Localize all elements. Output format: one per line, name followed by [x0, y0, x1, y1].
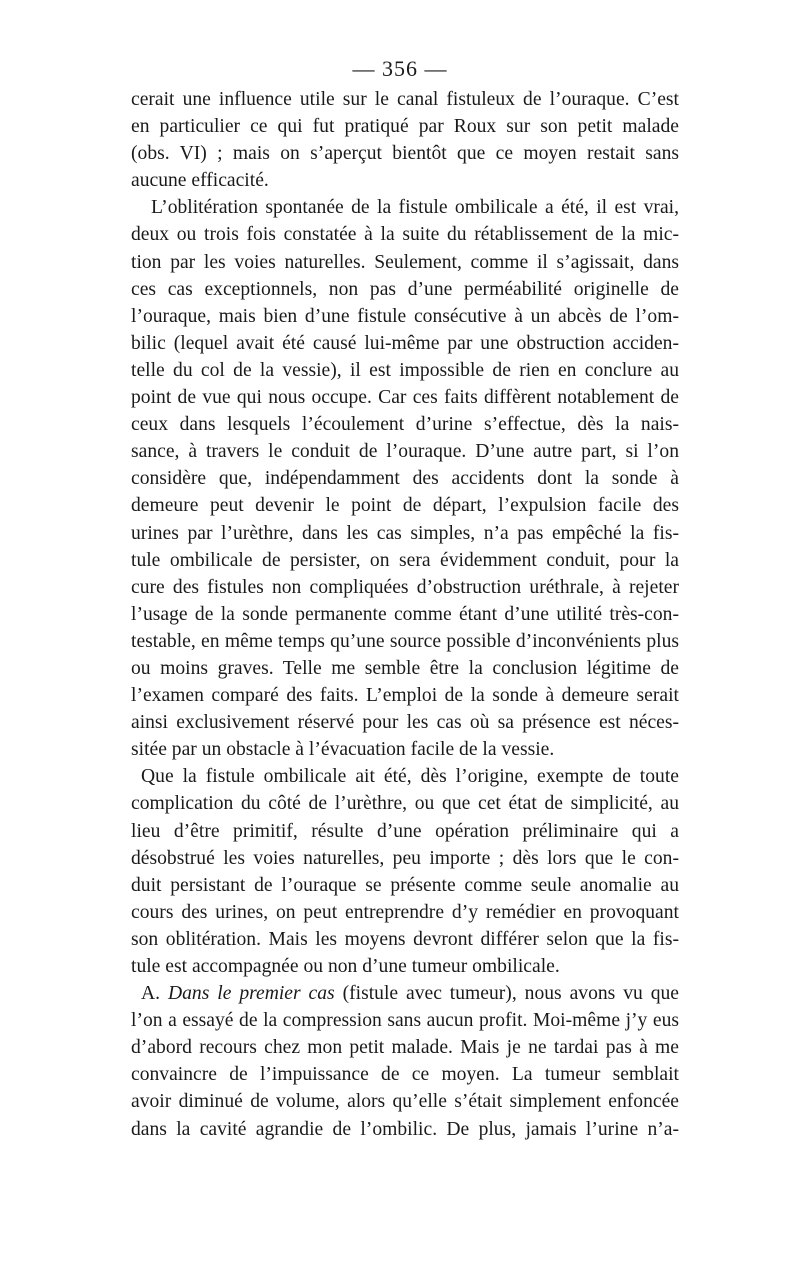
body-text [131, 86, 679, 1143]
text-line: deux ou trois fois constatée à la suite du rétablissement de la mic- [131, 224, 679, 246]
text-line: sitée par un obstacle à l’évacuation facile de la vessie. [131, 739, 555, 761]
text-line: sance, à travers le conduit de l’ouraque. D’une autre part, si l’on [131, 441, 679, 463]
text-fragment: (fistule avec tumeur), nous avons vu que [342, 983, 679, 1005]
text-line: tule ombilicale de persister, on sera évidemment conduit, pour la [131, 549, 679, 571]
text-line: telle du col de la vessie), il est impossible de rien en conclure au [131, 359, 679, 381]
text-line [131, 980, 679, 1007]
text-line: lieu d’être primitif, résulte d’une opération préliminaire qui a [131, 820, 679, 842]
text-line: duit persistant de l’ouraque se présente comme seule anomalie au [131, 874, 679, 896]
text-line: complication du côté de l’urèthre, ou que cet état de simplicité, au [131, 793, 679, 815]
text-line: ceux dans lesquels l’écoulement d’urine s’effectue, dès la nais- [131, 414, 679, 436]
text-line: testable, en même temps qu’une source possible d’inconvénients plus [131, 630, 679, 652]
text-line: son oblitération. Mais les moyens devront différer selon que la fis- [131, 928, 679, 950]
text-line: l’usage de la sonde permanente comme étant d’une utilité très-con- [131, 603, 679, 625]
text-line: L’oblitération spontanée de la fistule ombilicale a été, il est vrai, [151, 197, 679, 219]
text-line: aucune efficacité. [131, 170, 269, 192]
paragraph-4 [131, 980, 679, 1143]
section-heading: Dans le premier cas [167, 983, 335, 1005]
text-line: demeure peut devenir le point de départ, l’expulsion facile des [131, 495, 679, 517]
text-line: l’ouraque, mais bien d’une fistule consécutive à un abcès de l’om- [131, 305, 679, 327]
text-line: ces cas exceptionnels, non pas d’une perméabilité originelle de [131, 278, 679, 300]
paragraph-1 [131, 86, 679, 194]
text-line: tule est accompagnée ou non d’une tumeur ombilicale. [131, 956, 560, 977]
text-line: point de vue qui nous occupe. Car ces faits diffèrent notablement de [131, 387, 679, 409]
text-line: urines par l’urèthre, dans les cas simples, n’a pas empêché la fis- [131, 522, 679, 544]
text-line: désobstrué les voies naturelles, peu importe ; dès lors que le con- [131, 847, 679, 869]
text-line: considère que, indépendamment des accidents dont la sonde à [131, 468, 679, 490]
text-line: l’on a essayé de la compression sans aucun profit. Moi-même j’y eus [131, 1010, 679, 1032]
page-number: — 356 — [352, 56, 448, 81]
text-line: tion par les voies naturelles. Seulement, comme il s’agissait, dans [131, 251, 679, 273]
section-letter: A. [141, 983, 161, 1005]
text-line: cours des urines, on peut entreprendre d’y remédier en provoquant [131, 901, 679, 923]
paragraph-2 [131, 194, 679, 763]
text-line: en particulier ce qui fut pratiqué par Roux sur son petit malade [131, 116, 679, 138]
text-line: Que la fistule ombilicale ait été, dès l’origine, exempte de toute [141, 766, 679, 788]
text-line: ou moins graves. Telle me semble être la conclusion légitime de [131, 657, 679, 679]
text-line: avoir diminué de volume, alors qu’elle s’était simplement enfoncée [131, 1091, 679, 1113]
text-line: cure des fistules non compliquées d’obstruction uréthrale, à rejeter [131, 576, 679, 598]
text-line: ainsi exclusivement réservé pour les cas où sa présence est néces- [131, 712, 679, 734]
text-line: (obs. VI) ; mais on s’aperçut bientôt que ce moyen restait sans [131, 143, 679, 165]
text-line: cerait une influence utile sur le canal fistuleux de l’ouraque. C’est [131, 89, 679, 110]
paragraph-3 [131, 763, 679, 980]
text-line: bilic (lequel avait été causé lui-même par une obstruction acciden- [131, 332, 679, 354]
text-line: convaincre de l’impuissance de ce moyen. La tumeur semblait [131, 1064, 679, 1086]
text-line: d’abord recours chez mon petit malade. Mais je ne tardai pas à me [131, 1037, 679, 1059]
text-line: dans la cavité agrandie de l’ombilic. De plus, jamais l’urine n’a- [131, 1118, 679, 1140]
text-line: l’examen comparé des faits. L’emploi de la sonde à demeure serait [131, 685, 679, 707]
